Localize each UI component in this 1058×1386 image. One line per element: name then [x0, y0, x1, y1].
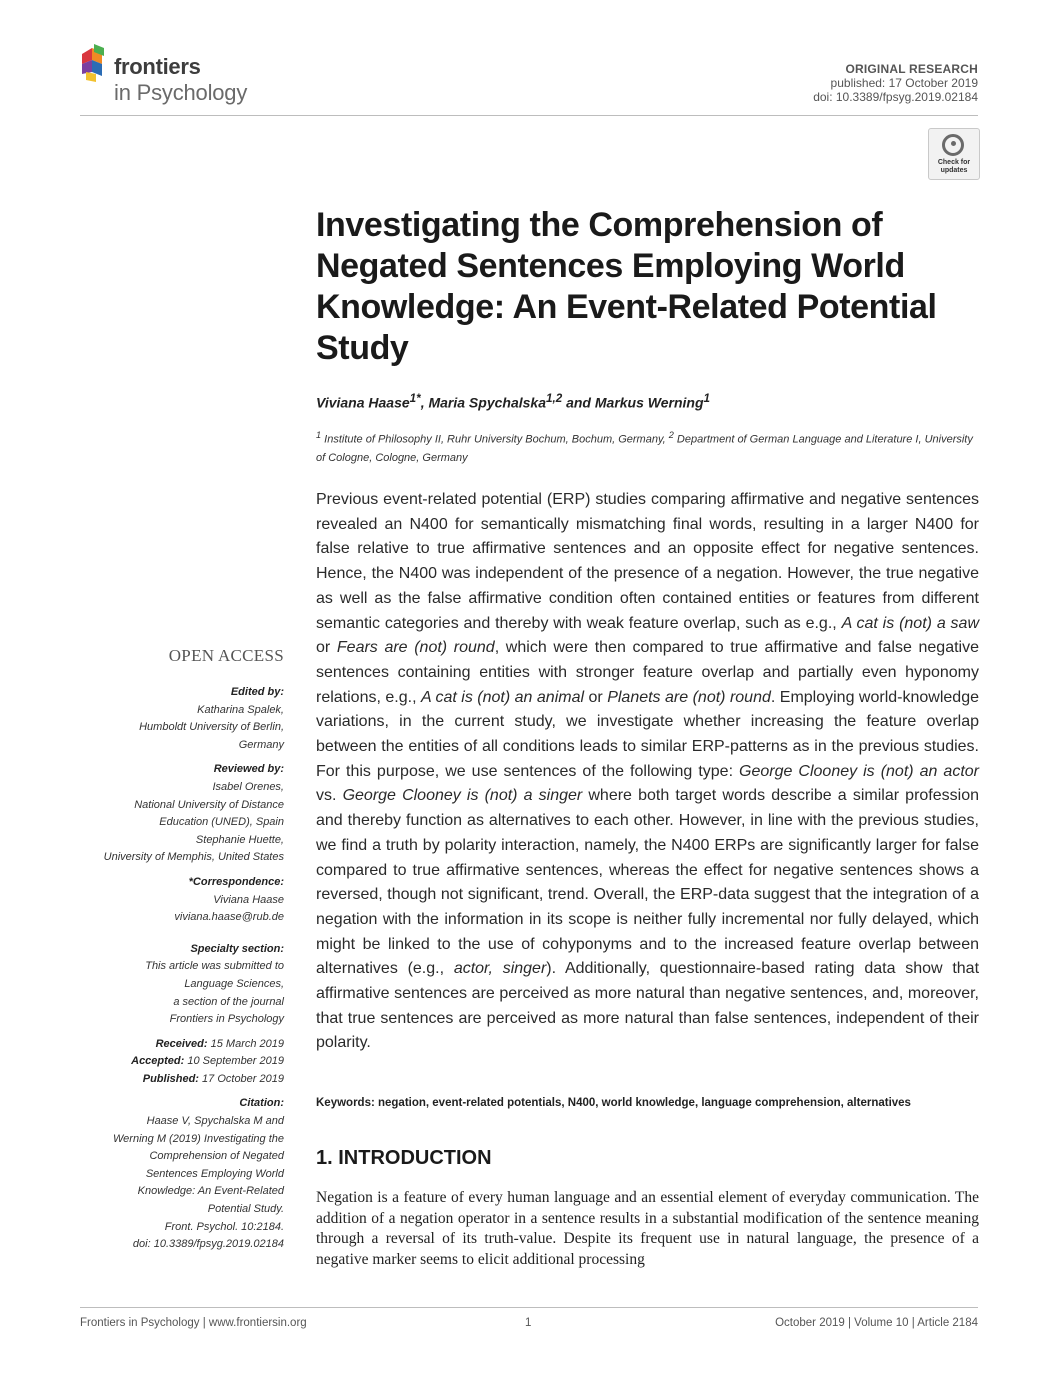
citation-doi[interactable]: doi: 10.3389/fpsyg.2019.02184: [132, 1238, 284, 1251]
sidebar-info: [104, 684, 284, 1254]
reviewer-line: University of Memphis, United States: [103, 851, 284, 864]
open-access-label: OPEN ACCESS: [168, 646, 284, 665]
published-date: published: 17 October 2019: [830, 76, 978, 90]
edited-by-label: Edited by:: [230, 686, 284, 698]
reviewer-line: National University of Distance: [134, 798, 284, 811]
correspondence-email[interactable]: viviana.haase@rub.de: [174, 911, 284, 924]
article-meta: [813, 62, 978, 104]
affiliations: $^1$ Institute of Philosophy II, Ruhr University Bochum, Bochum, Germany, $^2$ Department of German Language and Literature I, University of Cologne, Cologne, Germany: [316, 430, 973, 464]
editor-line: Katharina Spalek,: [197, 703, 284, 716]
citation-line: Comprehension of Negated: [149, 1150, 284, 1163]
doi-link[interactable]: doi: 10.3389/fpsyg.2019.02184: [813, 90, 978, 104]
citation-line: Potential Study.: [207, 1203, 284, 1216]
page-number: 1: [525, 1317, 532, 1329]
footer-divider: [80, 1307, 978, 1308]
footer-issue-info: October 2019 | Volume 10 | Article 2184: [775, 1317, 978, 1329]
accepted-date: Accepted: 10 September 2019: [131, 1055, 284, 1068]
citation-line: Front. Psychol. 10:2184.: [164, 1220, 284, 1233]
check-updates-label: Check for updates: [937, 159, 971, 174]
check-updates-icon: [942, 134, 964, 156]
logo-word-frontiers: frontiers: [114, 54, 201, 79]
reviewed-by-label: Reviewed by:: [213, 763, 284, 776]
introduction-paragraph: Negation is a feature of every human language and an essential element of everyday communication. The addition of a negation operator in a sentence results in a substantial modification of the sentence meaning through a reversal of its truth-value. Despite its frequent use in natural language, the presence of a negative marker seems to elicit additional processing: [316, 1189, 979, 1268]
logo-word-journal: in Psychology: [114, 80, 248, 105]
author-list: Viviana Haase$^{1*}$, Maria Spychalska$^{1,2}$ and Markus Werning$^1$: [316, 392, 711, 411]
footer-journal-link[interactable]: Frontiers in Psychology | www.frontiersin.org: [80, 1317, 307, 1329]
article-type: ORIGINAL RESEARCH: [845, 62, 978, 76]
abstract: Previous event-related potential (ERP) studies comparing affirmative and negative sentences revealed an N400 for semantically mismatching final words, resulting in a larger N400 for false relative to true affirmative sentences and an opposite effect for negative sentences. Hence, the N400 was independent of the presence of a negation. However, the true negative as well as the false affirmative condition often contained entities or features from different semantic categories and thereby with weak feature overlap, such as e.g., A cat is (not) a saw or Fears are (not) round, which were then compared to true affirmative and false negative sentences containing entities with stronger feature overlap and partially even hyponomy relations, e.g., A cat is (not) an animal or Planets are (not) round. Employing world-knowledge variations, in the current study, we investigate whether increasing the feature overlap between the entities of all conditions leads to similar ERP-patterns as in the previous studies. For this purpose, we use sentences of the following type: George Clooney is (not) an actor vs. George Clooney is (not) a singer where both target words describe a similar profession and thereby function as alternatives to each other. However, in line with the previous studies, we find a truth by polarity interaction, namely, the N400 ERPs are significantly larger for false compared to true affirmative sentences, whereas the effect for negative sentences shows a reversed, though not significant, trend. Overall, the ERP-data suggest that the integration of a negation with the information in its scope is neither fully incremental nor fully delayed, which might be linked to the use of cohyponyms and to the increased feature overlap between alternatives (e.g., actor, singer). Additionally, questionnaire-based rating data show that affirmative sentences are perceived as more natural than negative sentences, and, moreover, that true sentences are perceived as more natural than false sentences, independent of their polarity.: [316, 491, 980, 1052]
citation-line: Sentences Employing World: [145, 1167, 284, 1180]
editor-line: Germany: [238, 738, 284, 751]
correspondence-name: Viviana Haase: [213, 893, 284, 906]
received-date: Received: 15 March 2019: [155, 1037, 284, 1050]
frontiers-logo-icon: [78, 44, 112, 84]
reviewer-line: Isabel Orenes,: [212, 780, 284, 793]
keywords: Keywords: negation, event-related potentials, N400, world knowledge, language comprehension, alternatives: [316, 1097, 911, 1109]
check-for-updates-button[interactable]: [928, 128, 980, 180]
author-name[interactable]: Markus Werning: [594, 394, 704, 411]
journal-logo[interactable]: [78, 44, 278, 106]
reviewer-line: Stephanie Huette,: [195, 833, 284, 846]
published-date-sidebar: Published: 17 October 2019: [142, 1072, 284, 1085]
specialty-line: This article was submitted to: [145, 960, 284, 973]
editor-line: Humboldt University of Berlin,: [139, 721, 284, 734]
specialty-line: Frontiers in Psychology: [169, 1013, 284, 1026]
citation-line: Knowledge: An Event-Related: [137, 1185, 284, 1198]
header-divider: [80, 115, 978, 116]
citation-label: Citation:: [239, 1097, 284, 1110]
specialty-line: Language Sciences,: [184, 977, 284, 990]
author-name[interactable]: Maria Spychalska: [428, 394, 546, 411]
specialty-line: a section of the journal: [173, 995, 284, 1008]
reviewer-line: Education (UNED), Spain: [159, 816, 284, 829]
citation-line: Werning M (2019) Investigating the: [113, 1132, 284, 1145]
correspondence-label: *Correspondence:: [188, 875, 284, 888]
section-heading-introduction: 1. INTRODUCTION: [316, 1147, 492, 1169]
citation-line: Haase V, Spychalska M and: [146, 1115, 284, 1128]
article-title: Investigating the Comprehension of Negated Sentences Employing World Knowledge: An Event-Related Potential Study: [316, 206, 937, 367]
author-name[interactable]: Viviana Haase: [316, 394, 410, 411]
specialty-section-label: Specialty section:: [190, 942, 284, 955]
